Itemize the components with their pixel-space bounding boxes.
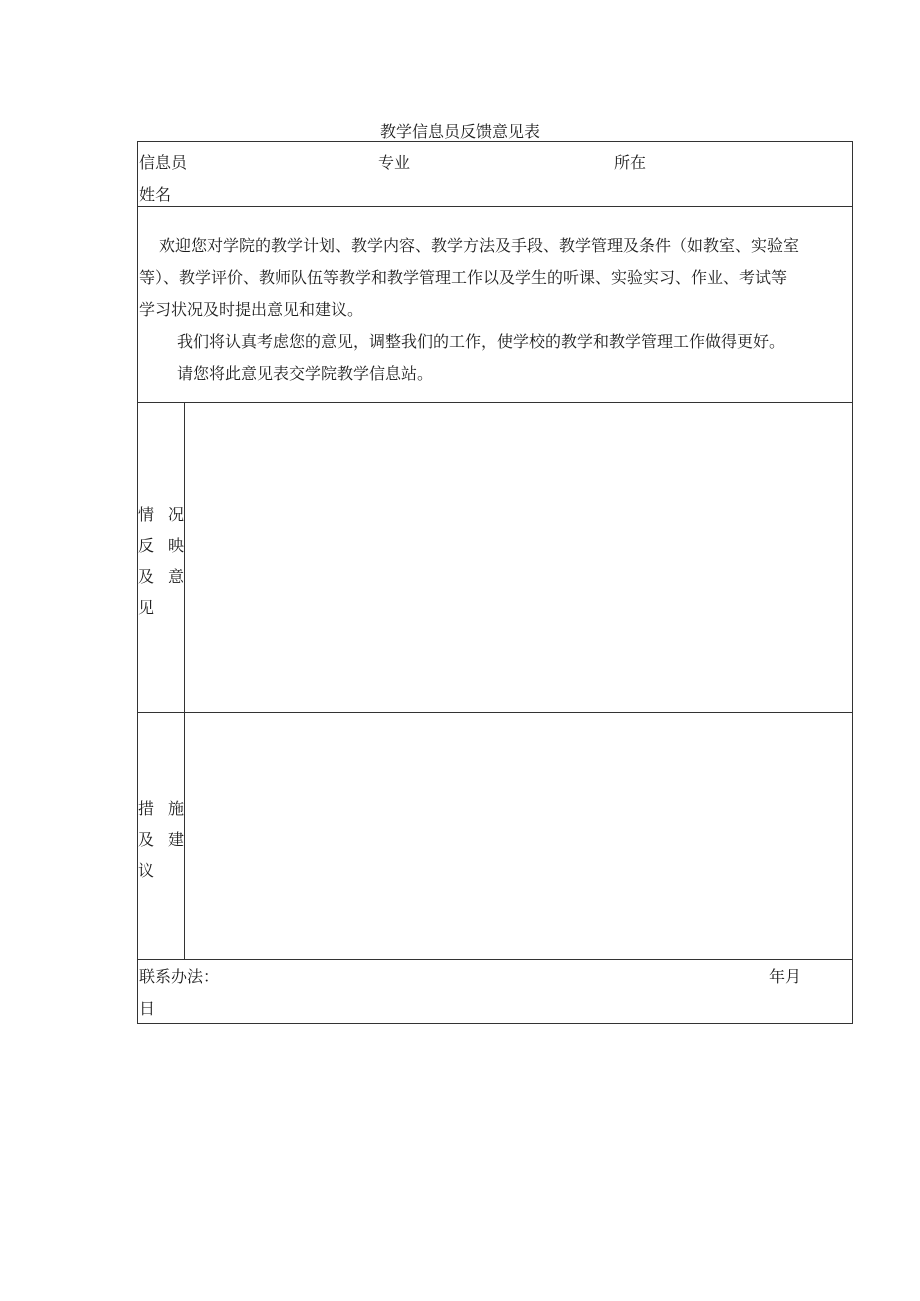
label-char: 及 — [138, 567, 155, 586]
intro-line: 请您将此意见表交学院教学信息站。 — [177, 364, 434, 383]
feedback-content-area[interactable] — [185, 403, 852, 712]
feedback-form — [137, 141, 853, 1024]
location-label: 所在 — [614, 153, 647, 172]
measures-content-area[interactable] — [185, 713, 852, 959]
feedback-section-label — [138, 499, 184, 623]
divider — [138, 206, 852, 207]
informant-name-label-line2: 姓名 — [139, 185, 172, 204]
label-char: 施 — [167, 799, 184, 818]
label-char: 情 — [138, 505, 155, 524]
divider — [138, 959, 852, 960]
label-char: 见 — [138, 598, 155, 617]
year-month-label: 年月 — [769, 967, 802, 986]
label-char: 映 — [167, 536, 184, 555]
label-char: 反 — [138, 536, 155, 555]
measures-section-label — [138, 793, 184, 886]
label-char: 意 — [167, 567, 184, 586]
intro-line: 我们将认真考虑您的意见，调整我们的工作，使学校的教学和教学管理工作做得更好。 — [177, 332, 786, 351]
intro-line: 等）、教学评价、教师队伍等教学和教学管理工作以及学生的听课、实验实习、作业、考试等 — [139, 268, 788, 287]
intro-paragraph — [138, 230, 854, 390]
form-title: 教学信息员反馈意见表 — [379, 122, 540, 141]
intro-line: 学习状况及时提出意见和建议。 — [139, 300, 364, 319]
label-char: 议 — [138, 861, 155, 880]
major-label: 专业 — [378, 153, 411, 172]
label-char: 建 — [167, 830, 184, 849]
informant-name-label-line1: 信息员 — [139, 153, 188, 172]
contact-label: 联系办法： — [139, 967, 220, 986]
intro-line: 欢迎您对学院的教学计划、教学内容、教学方法及手段、教学管理及条件（如教室、实验室 — [159, 236, 800, 255]
label-char: 及 — [138, 830, 155, 849]
label-char: 况 — [167, 505, 184, 524]
label-char: 措 — [138, 799, 155, 818]
day-label: 日 — [139, 999, 156, 1018]
